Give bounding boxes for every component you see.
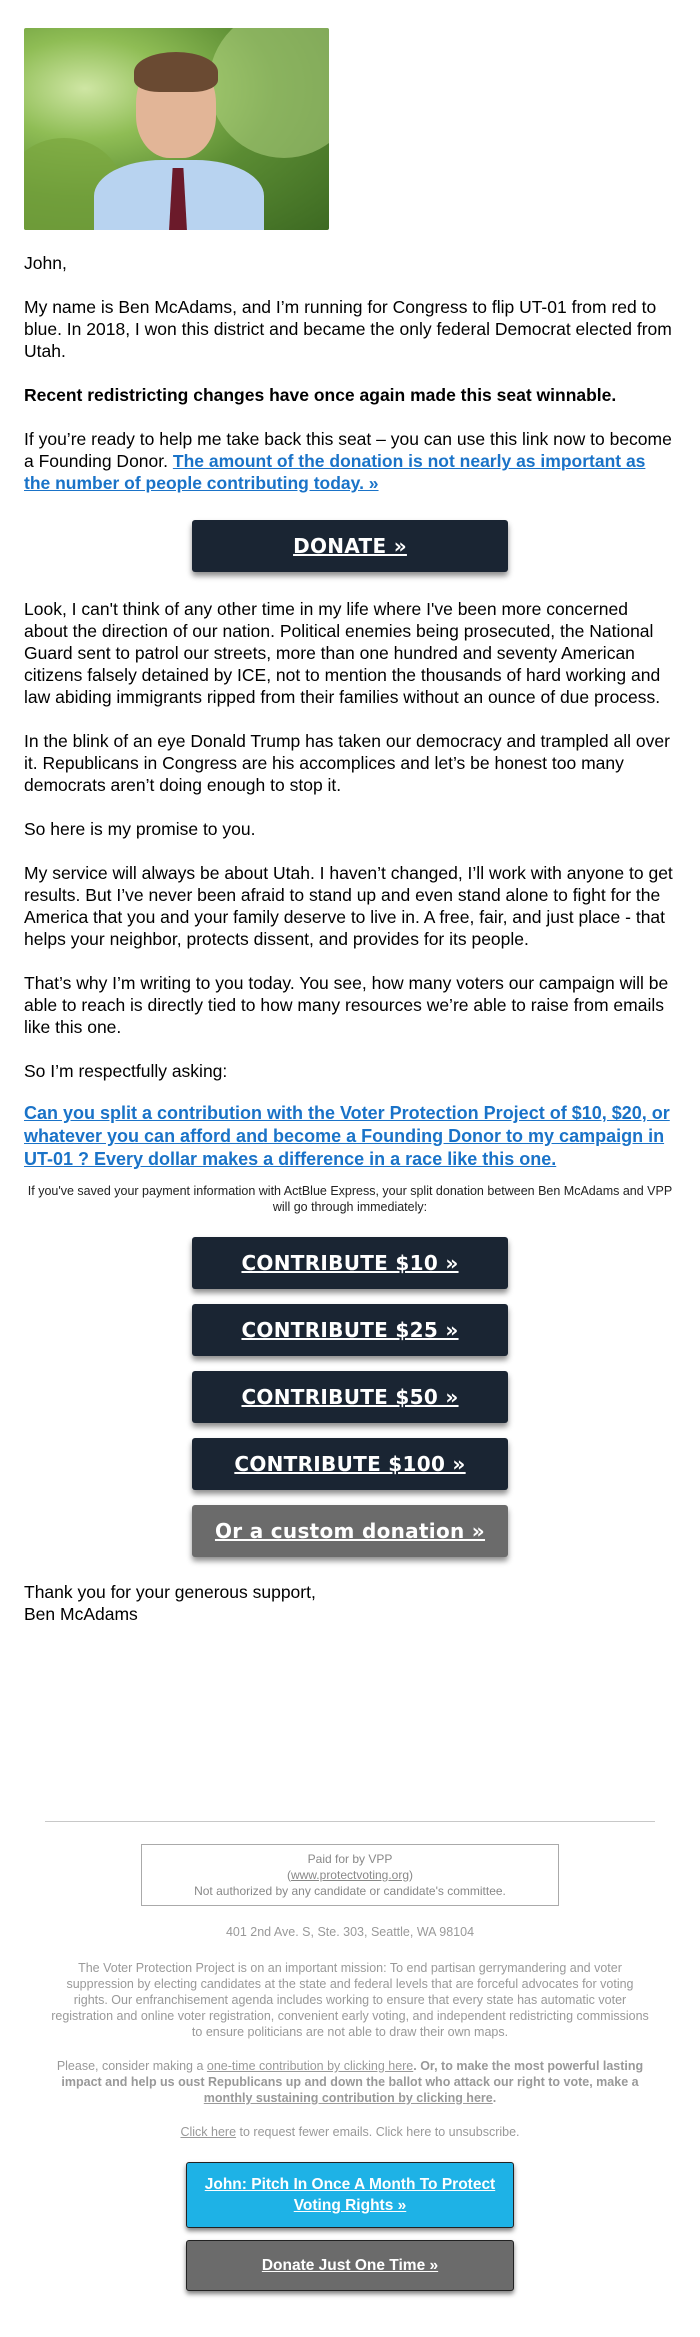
site-link-wrapper: (www.protectvoting.org) [286,1868,414,1882]
fewer-emails-text [24,2124,676,2140]
stack-spacer [24,1572,676,1573]
monthly-pitch-in-button[interactable]: John: Pitch In Once A Month To Protect Voting Rights » [186,2162,514,2228]
footer-buttons [24,2162,676,2291]
founding-donor-text: If you’re ready to help me take back this seat – you can use this link now to become a Founding Donor. [24,429,672,471]
site-link[interactable]: www.protectvoting.org [290,1868,410,1882]
contribute-100-button[interactable]: CONTRIBUTE $100 » [192,1438,508,1490]
donation-importance-link[interactable]: The amount of the donation is not nearly as important as the number of people contributing today. » [24,451,646,493]
candidate-photo [24,28,329,230]
mission-statement: The Voter Protection Project is on an important mission: To end partisan gerrymandering and voter suppression by electing candidates at the state and federal levels that are forceful advocates for voting rights. Our enfranchisement agenda includes working to ensure that every state has automatic voter registration and online voter registration, convenient early voting, and independent redistricting commissions to ensure politicians are not able to draw their own maps. [51,1961,649,2039]
promise-paragraph: So here is my promise to you. [24,819,256,839]
signoff-line: Thank you for your generous support, [24,1582,316,1602]
contribute-10-button[interactable]: CONTRIBUTE $10 » [192,1237,508,1289]
paid-by-text: Paid for by VPP [307,1852,393,1866]
fewer-emails-link[interactable]: Click here [180,2125,237,2139]
founding-donor-paragraph [24,428,676,494]
not-authorized-text: Not authorized by any candidate or candidate's committee. [194,1884,506,1898]
donate-button[interactable]: DONATE » [192,520,508,572]
contribution-buttons [24,1237,676,1573]
donate-one-time-button[interactable]: Donate Just One Time » [186,2240,514,2291]
consider-bold-text: . Or, to make the most powerful lasting impact and help us oust Republicans up and down the ballot who attack our right to vote, make a [61,2059,644,2089]
writing-paragraph: That’s why I’m writing to you today. You see, how many voters our campaign will be able to reach is directly tied to how many resources we’re able to raise from emails like this one. [24,973,669,1037]
custom-donation-button[interactable]: Or a custom donation » [192,1505,508,1557]
footer-address: 401 2nd Ave. S, Ste. 303, Seattle, WA 98104 [225,1925,475,1939]
consider-pre-text: Please, consider making a [56,2059,204,2073]
consider-end-text: . [492,2091,497,2105]
contribution-options-text [24,2058,676,2106]
paid-for-box [141,1844,559,1906]
trump-paragraph: In the blink of an eye Donald Trump has taken our democracy and trampled all over it. Republicans in Congress are his accomplices and let’s be honest too many democrats aren’t doing enough to stop it. [24,731,670,795]
one-time-contribution-link[interactable]: one-time contribution by clicking here [206,2059,414,2073]
photo-background-foliage [209,28,329,158]
contribute-25-button[interactable]: CONTRIBUTE $25 » [192,1304,508,1356]
service-paragraph: My service will always be about Utah. I haven’t changed, I’ll work with anyone to get results. But I’ve never been afraid to stand up and even stand alone to fight for the America that you and your family deserve to live in. A free, fair, and just place - that helps your neighbor, protects dissent, and provides for its people. [24,863,673,949]
unsubscribe-text: to request fewer emails. Click here to unsubscribe. [239,2125,520,2139]
split-contribution-link[interactable]: Can you split a contribution with the Voter Protection Project of $10, $20, or whatever you can afford and become a Founding Donor to my campaign in UT-01 ? Every dollar makes a difference in a race like this one. [24,1103,670,1169]
actblue-note: If you've saved your payment information with ActBlue Express, your split donation between Ben McAdams and VPP will go through immediately: [27,1184,673,1214]
concern-paragraph: Look, I can't think of any other time in my life where I've been more concerned about the direction of our nation. Political enemies being prosecuted, the National Guard sent to patrol our streets, more than one hundred and seventy American citizens falsely detained by ICE, not to mention the thousands of hard working and law abiding immigrants ripped from their families without an ounce of due process. [24,599,661,707]
monthly-contribution-link[interactable]: monthly sustaining contribution by clicking here [203,2091,493,2105]
footer-divider [45,1821,655,1822]
photo-hair [134,52,218,92]
intro-paragraph: My name is Ben McAdams, and I’m running for Congress to flip UT-01 from red to blue. In 2018, I won this district and became the only federal Democrat elected from Utah. [24,297,672,361]
redistricting-paragraph: Recent redistricting changes have once again made this seat winnable. [24,385,617,405]
asking-paragraph: So I’m respectfully asking: [24,1061,228,1081]
signature: Ben McAdams [24,1604,138,1624]
contribute-50-button[interactable]: CONTRIBUTE $50 » [192,1371,508,1423]
greeting: John, [24,253,67,273]
footer [24,1821,676,2291]
